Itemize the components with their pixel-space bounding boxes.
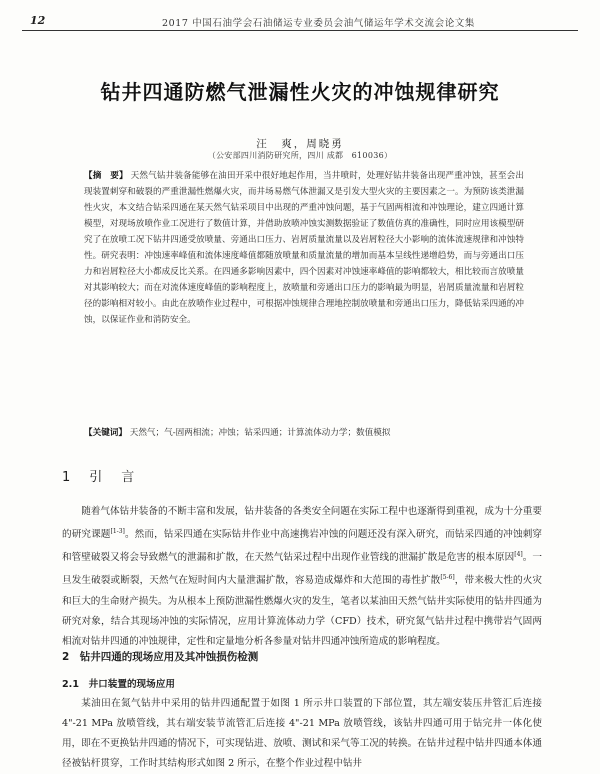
intro-text-1: 随着气体钻井装备的不断丰富和发展，钻井装备的各类安全问题在实际工程中也逐渐得到重视，成为十分重要的研究课题 — [62, 506, 542, 541]
abstract-label: 【摘 要】 — [84, 171, 128, 181]
abstract — [84, 168, 524, 328]
citation-2: [4] — [514, 551, 523, 559]
section-1-heading: 1 引 言 — [62, 470, 138, 485]
keywords-text: 天然气；气-固两相流；冲蚀；钻采四通；计算流体动力学；数值模拟 — [129, 428, 391, 438]
running-header — [22, 12, 578, 31]
section-2-1-paragraph: 某油田在氮气钻井中采用的钻井四通配置于如图 1 所示井口装置的下部位置，其左端安装压井管汇后连接 4"-21 MPa 放喷管线，其右端安装节流管汇后连接 4"-21 MPa 放喷管线，该钻井四通可用于钻完井一体化使用，即在不更换钻井四通的情况下，可实现钻进、放喷、测试和采气等工况的转换。在钻井过程中钻井四通本体通径被钻杆贯穿，工作时其结构形式如图 2 所示，在整个作业过程中钻井 — [62, 698, 542, 769]
page-number: 12 — [30, 14, 46, 27]
keywords — [84, 425, 524, 441]
authors: 汪 爽，周晓勇 — [256, 138, 344, 150]
intro-text-3: 。一旦发生破裂或断裂，天然气在短时间内大量泄漏扩散，容易造成爆炸和大范围的毒性扩散 — [62, 552, 543, 587]
intro-text-2: 。然而，钻采四通在实际钻井作业中高速携岩冲蚀的问题还没有深入研究，而钻采四通的冲蚀刺穿和管壁破裂又将会导致燃气的泄漏和扩散，在天然气钻采过程中出现作业管线的泄漏扩散是危害的根本原因 — [62, 529, 543, 564]
section-2-1-heading: 2.1 井口装置的现场应用 — [62, 679, 175, 690]
keywords-label: 【关键词】 — [84, 428, 127, 438]
citation-3: [5-6] — [440, 574, 455, 582]
citation-1: [1-3] — [110, 528, 125, 535]
abstract-text: 天然气钻井装备能够在油田开采中很好地起作用，当井喷时，处理好钻井装备出现严重冲蚀，甚至会出现装置刺穿和破裂的严重泄漏性燃爆火灾，而井场易燃气体泄漏又是引发大型火灾的主要因素之一。为预防该类泄漏性火灾，本文结合钻采四通在某天然气钻采项目中出现的严重冲蚀问题，基于气固两相流和冲蚀理论，建立四通计算模型，对现场放喷作业工况进行了数值计算，并借助放喷冲蚀实测数据验证了数值仿真的准确性，同时应用该模型研究了在放喷工况下钻井四通受放喷量、旁通出口压力、岩屑质量流量以及岩屑粒径大小影响的流体流速规律和冲蚀特性。研究表明：冲蚀速率峰值和流体速度峰值都随放喷量和质量流量的增加而基本呈线性递增趋势，而与旁通出口压力和岩屑粒径大小都成反比关系。在四通多影响因素中，四个因素对冲蚀速率峰值的影响都较大，相比较而言放喷量对其影响较大；而在对流体速度峰值的影响程度上，放喷量和旁通出口压力的影响最为明显，岩屑质量流量和岩屑粒径的影响相对较小。由此在放喷作业过程中，可根据冲蚀规律合理地控制放喷量和旁通出口压力，降低钻采四通的冲蚀，以保证作业和消防安全。 — [84, 171, 524, 325]
section-2-heading: 2 钻井四通的现场应用及其冲蚀损伤检测 — [62, 651, 259, 663]
section-1-paragraph — [62, 502, 542, 652]
intro-text-4: ，带来极大性的火灾和巨大的生命财产损失。为从根本上预防泄漏性燃爆火灾的发生，笔者以某油田天然气钻井实际使用的钻井四通为研究对象，结合其现场冲蚀的实际情况，应用计算流体动力学（CFD）技术，研究氮气钻井过程中携带岩气固两相流对钻井四通的冲蚀规律，定性和定量地分析各参量对钻井四通冲蚀所造成的影响程度。 — [62, 575, 543, 647]
paper-title: 钻井四通防燃气泄漏性火灾的冲蚀规律研究 — [100, 80, 500, 104]
journal-title: 2017 中国石油学会石油储运专业委员会油气储运年学术交流会论文集 — [162, 18, 475, 29]
affiliation: （公安部四川消防研究所，四川 成都 610036） — [207, 151, 393, 160]
